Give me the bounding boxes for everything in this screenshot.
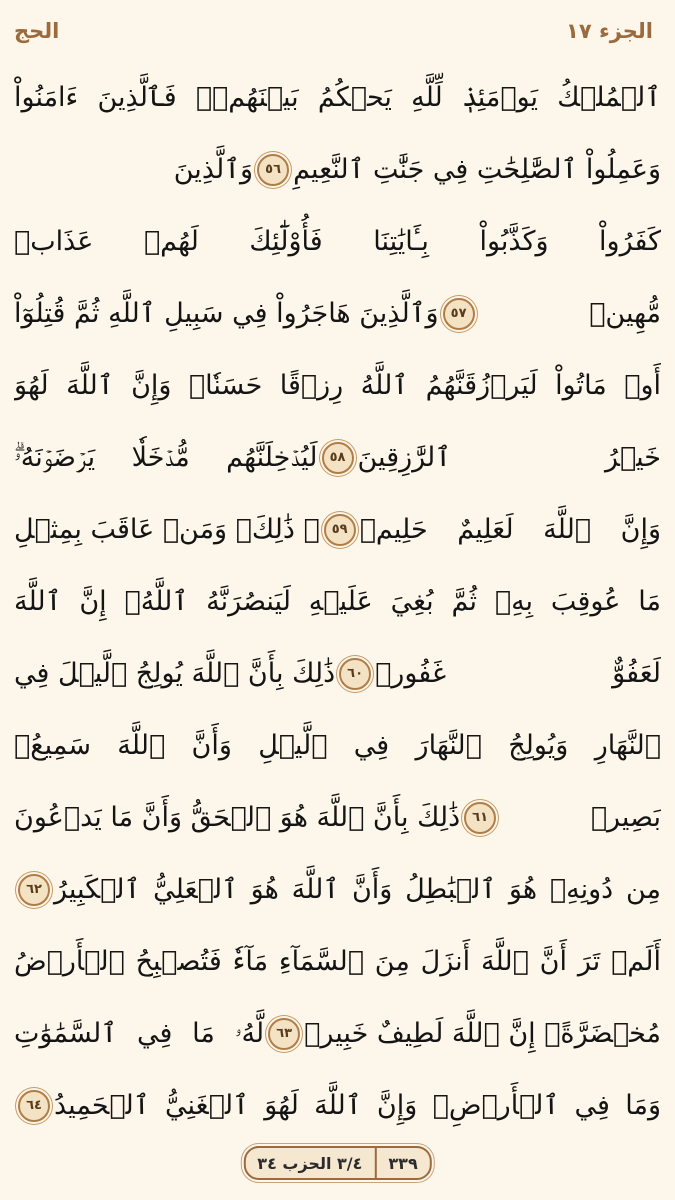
ayah-number-marker: ٥٩ bbox=[324, 514, 356, 546]
verse-text: مِن دُونِهِۦ هُوَ ٱلۡبَٰطِلُ وَأَنَّ ٱللَّهَ هُوَ ٱلۡعَلِيُّ ٱلۡكَبِيرُ bbox=[54, 873, 661, 905]
text-line bbox=[14, 928, 661, 996]
quran-text bbox=[14, 64, 661, 1140]
text-line bbox=[14, 784, 661, 852]
verse-text: لَيُدۡخِلَنَّهُم مُّدۡخَلٗا يَرۡضَوۡنَهُۥۗ bbox=[14, 441, 318, 473]
page-footer bbox=[243, 1146, 431, 1180]
text-line bbox=[14, 568, 661, 636]
text-line bbox=[14, 136, 661, 204]
verse-text: ٱلنَّهَارِ وَيُولِجُ ٱلنَّهَارَ فِي ٱلَّيۡلِ وَأَنَّ ٱللَّهَ سَمِيعُۢ bbox=[14, 729, 661, 761]
juz-label: الجزء ١٧ bbox=[566, 19, 653, 43]
verse-text: ذَٰلِكَ بِأَنَّ ٱللَّهَ هُوَ ٱلۡحَقُّ وَأَنَّ مَا يَدۡعُونَ bbox=[14, 801, 461, 833]
text-line bbox=[14, 280, 661, 348]
verse-text: كَفَرُواْ وَكَذَّبُواْ بِـَٔايَٰتِنَا فَأُوْلَٰٓئِكَ لَهُمۡ عَذَابٞ bbox=[14, 225, 661, 257]
text-line bbox=[14, 424, 661, 492]
verse-text: وَمَا فِي ٱلۡأَرۡضِۗ وَإِنَّ ٱللَّهَ لَهُوَ ٱلۡغَنِيُّ ٱلۡحَمِيدُ bbox=[54, 1089, 661, 1121]
verse-text: ٱلۡمُلۡكُ يَوۡمَئِذٖ لِّلَّهِ يَحۡكُمُ بَيۡنَهُمۡۚ فَٱلَّذِينَ ءَامَنُواْ bbox=[14, 81, 661, 113]
text-line bbox=[14, 496, 661, 564]
ayah-number-marker: ٥٧ bbox=[443, 298, 475, 330]
text-line bbox=[14, 1000, 661, 1068]
verse-text: أَلَمۡ تَرَ أَنَّ ٱللَّهَ أَنزَلَ مِنَ ٱلسَّمَآءِ مَآءٗ فَتُصۡبِحُ ٱلۡأَرۡضُ bbox=[14, 945, 661, 977]
ayah-number-marker: ٦٢ bbox=[18, 874, 50, 906]
ayah-number-marker: ٥٨ bbox=[322, 442, 354, 474]
verse-text: لَعَفُوٌّ غَفُورٞ bbox=[375, 657, 661, 689]
verse-text: ۞ ذَٰلِكَۖ وَمَنۡ عَاقَبَ بِمِثۡلِ bbox=[14, 513, 320, 545]
text-line bbox=[14, 208, 661, 276]
text-line bbox=[14, 64, 661, 132]
verse-text: وَعَمِلُواْ ٱلصَّٰلِحَٰتِ فِي جَنَّٰتِ ٱلنَّعِيمِ bbox=[293, 153, 661, 185]
page-number: ٣٣٩ bbox=[388, 1153, 418, 1173]
verse-text: مُّهِينٞ bbox=[589, 297, 661, 329]
verse-text: وَٱلَّذِينَ bbox=[173, 153, 254, 185]
verse-text: وَإِنَّ ٱللَّهَ لَعَلِيمٌ حَلِيمٞ bbox=[359, 513, 661, 545]
ayah-number-marker: ٦٤ bbox=[18, 1090, 50, 1122]
ayah-number-marker: ٥٦ bbox=[257, 154, 289, 186]
footer-divider bbox=[374, 1148, 376, 1178]
verse-text: ذَٰلِكَ بِأَنَّ ٱللَّهَ يُولِجُ ٱلَّيۡلَ فِي bbox=[14, 657, 336, 689]
verse-text: لَّهُۥ مَا فِي ٱلسَّمَٰوَٰتِ bbox=[14, 1017, 265, 1049]
verse-text: بَصِيرٞ bbox=[590, 801, 661, 833]
text-line bbox=[14, 352, 661, 420]
text-line bbox=[14, 712, 661, 780]
text-line bbox=[14, 640, 661, 708]
ayah-number-marker: ٦١ bbox=[464, 802, 496, 834]
verse-text: مُخۡضَرَّةًۚ إِنَّ ٱللَّهَ لَطِيفٌ خَبِيرٞ bbox=[304, 1017, 661, 1049]
ayah-number-marker: ٦٠ bbox=[339, 658, 371, 690]
text-line bbox=[14, 856, 661, 924]
page-header bbox=[14, 14, 653, 48]
verse-text: خَيۡرُ ٱلرَّٰزِقِينَ bbox=[357, 441, 661, 473]
text-line bbox=[14, 1072, 661, 1140]
ayah-number-marker: ٦٣ bbox=[268, 1018, 300, 1050]
hizb-marker: ٣/٤ الحزب ٣٤ bbox=[257, 1153, 363, 1173]
verse-text: وَٱلَّذِينَ هَاجَرُواْ فِي سَبِيلِ ٱللَّهِ ثُمَّ قُتِلُوٓاْ bbox=[14, 297, 439, 329]
verse-text: مَا عُوقِبَ بِهِۦ ثُمَّ بُغِيَ عَلَيۡهِ لَيَنصُرَنَّهُ ٱللَّهُۚ إِنَّ ٱللَّهَ bbox=[14, 585, 661, 617]
surah-name: الحج bbox=[14, 19, 60, 43]
verse-text: أَوۡ مَاتُواْ لَيَرۡزُقَنَّهُمُ ٱللَّهُ رِزۡقًا حَسَنٗاۚ وَإِنَّ ٱللَّهَ لَهُوَ bbox=[14, 369, 661, 401]
